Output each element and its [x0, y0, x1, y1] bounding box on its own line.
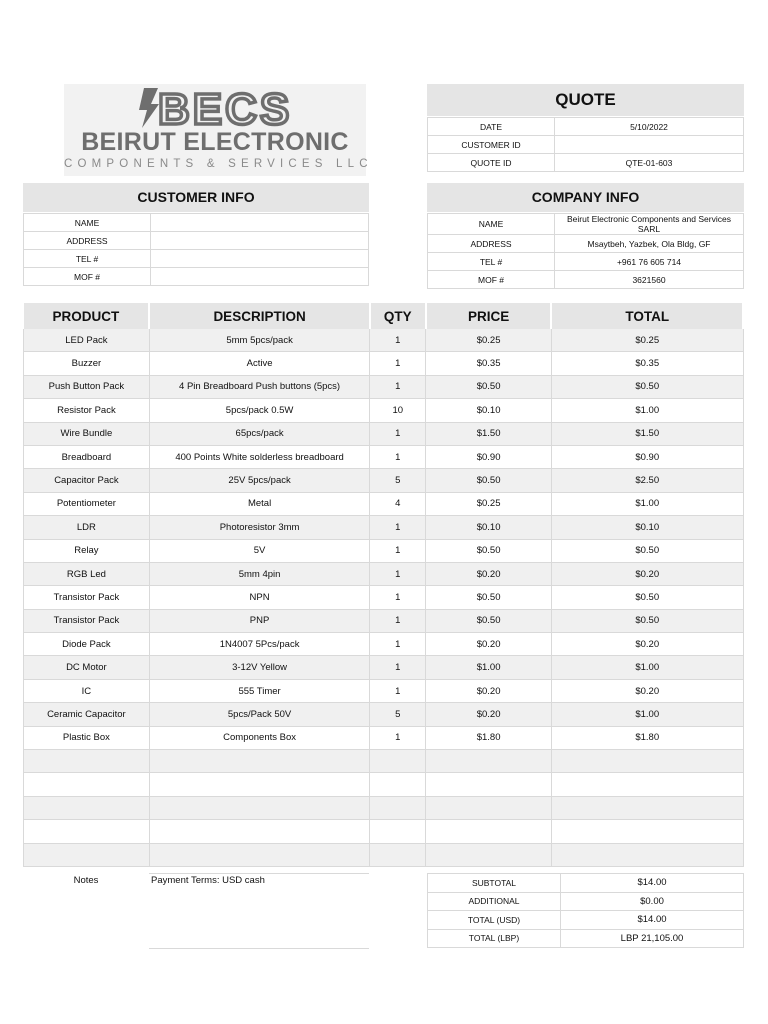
- cell-qty: [370, 796, 426, 819]
- table-row: [24, 609, 744, 632]
- cell-price: $0.90: [426, 445, 552, 468]
- cell-total: $0.10: [551, 516, 743, 539]
- cell-price: $0.50: [426, 469, 552, 492]
- cell-description: Active: [149, 352, 370, 375]
- cell-price: $0.50: [426, 539, 552, 562]
- customer-info-row-label: TEL #: [24, 250, 151, 268]
- quote-title: QUOTE: [427, 84, 744, 116]
- cell-description: 5pcs/pack 0.5W: [149, 399, 370, 422]
- totals-row-value: $0.00: [561, 892, 744, 911]
- cell-product: Plastic Box: [24, 726, 150, 749]
- table-row: [24, 796, 744, 819]
- cell-qty: 1: [370, 375, 426, 398]
- cell-total: $2.50: [551, 469, 743, 492]
- totals-row: [428, 929, 744, 948]
- customer-info-row-label: MOF #: [24, 268, 151, 286]
- cell-price: [426, 796, 552, 819]
- logo-mark-text: BECS: [158, 86, 293, 130]
- cell-price: $0.20: [426, 679, 552, 702]
- cell-product: [24, 843, 150, 866]
- customer-info-table: [23, 213, 369, 286]
- cell-total: $1.00: [551, 703, 743, 726]
- cell-product: [24, 820, 150, 843]
- cell-qty: 1: [370, 656, 426, 679]
- company-info-row: [428, 271, 744, 289]
- cell-product: Relay: [24, 539, 150, 562]
- cell-product: Wire Bundle: [24, 422, 150, 445]
- cell-description: Photoresistor 3mm: [149, 516, 370, 539]
- totals-row-value: $14.00: [561, 911, 744, 930]
- cell-total: $0.90: [551, 445, 743, 468]
- cell-qty: 1: [370, 445, 426, 468]
- table-row: [24, 352, 744, 375]
- cell-price: $0.20: [426, 633, 552, 656]
- cell-qty: 1: [370, 516, 426, 539]
- notes-box: [149, 873, 369, 949]
- cell-total: $1.00: [551, 492, 743, 515]
- totals-row-label: ADDITIONAL: [428, 892, 561, 911]
- cell-total: $0.20: [551, 562, 743, 585]
- company-info-row-label: TEL #: [428, 253, 555, 271]
- totals-row-label: SUBTOTAL: [428, 874, 561, 893]
- cell-description: [149, 750, 370, 773]
- cell-product: [24, 750, 150, 773]
- cell-total: [551, 773, 743, 796]
- company-logo: [64, 84, 373, 176]
- customer-info-title: CUSTOMER INFO: [23, 183, 369, 212]
- cell-product: Push Button Pack: [24, 375, 150, 398]
- table-row: [24, 750, 744, 773]
- lightning-bolt-icon: [139, 88, 159, 128]
- cell-total: $0.20: [551, 679, 743, 702]
- customer-info-row: [24, 250, 369, 268]
- cell-description: 555 Timer: [149, 679, 370, 702]
- cell-price: $0.50: [426, 375, 552, 398]
- customer-info-row: [24, 268, 369, 286]
- totals-row-label: TOTAL (LBP): [428, 929, 561, 948]
- cell-product: Ceramic Capacitor: [24, 703, 150, 726]
- quote-row: [428, 136, 744, 154]
- cell-price: [426, 750, 552, 773]
- cell-total: $0.50: [551, 539, 743, 562]
- logo-tagline: COMPONENTS & SERVICES LLC: [64, 158, 373, 170]
- totals-row: [428, 892, 744, 911]
- table-row: [24, 820, 744, 843]
- company-info-row-value: Beirut Electronic Components and Services SARL: [555, 214, 744, 235]
- table-row: [24, 445, 744, 468]
- table-row: [24, 399, 744, 422]
- table-row: [24, 726, 744, 749]
- cell-product: Potentiometer: [24, 492, 150, 515]
- table-row: [24, 539, 744, 562]
- table-row: [24, 516, 744, 539]
- quote-row-value: [555, 136, 744, 154]
- company-info-row-value: Msaytbeh, Yazbek, Ola Bldg, GF: [555, 235, 744, 253]
- cell-product: Transistor Pack: [24, 586, 150, 609]
- cell-price: $0.20: [426, 703, 552, 726]
- customer-info-row-label: ADDRESS: [24, 232, 151, 250]
- table-row: [24, 773, 744, 796]
- cell-qty: 4: [370, 492, 426, 515]
- cell-price: $0.10: [426, 516, 552, 539]
- customer-info-row: [24, 214, 369, 232]
- cell-description: [149, 820, 370, 843]
- company-info-title: COMPANY INFO: [427, 183, 744, 212]
- cell-product: LDR: [24, 516, 150, 539]
- table-row: [24, 703, 744, 726]
- cell-total: [551, 843, 743, 866]
- cell-total: $0.50: [551, 586, 743, 609]
- cell-price: $0.35: [426, 352, 552, 375]
- table-row: [24, 586, 744, 609]
- cell-description: [149, 796, 370, 819]
- cell-qty: 1: [370, 562, 426, 585]
- cell-product: LED Pack: [24, 329, 150, 352]
- cell-qty: 1: [370, 633, 426, 656]
- table-row: [24, 656, 744, 679]
- totals-row: [428, 911, 744, 930]
- company-info-table: [427, 213, 744, 289]
- cell-product: Capacitor Pack: [24, 469, 150, 492]
- cell-description: 4 Pin Breadboard Push buttons (5pcs): [149, 375, 370, 398]
- header-product: PRODUCT: [24, 303, 150, 329]
- quote-row-label: QUOTE ID: [428, 154, 555, 172]
- table-row: [24, 562, 744, 585]
- table-row: [24, 329, 744, 352]
- cell-price: $0.25: [426, 492, 552, 515]
- cell-total: $1.50: [551, 422, 743, 445]
- cell-qty: [370, 820, 426, 843]
- cell-qty: 1: [370, 329, 426, 352]
- company-info-row-label: ADDRESS: [428, 235, 555, 253]
- cell-qty: 5: [370, 469, 426, 492]
- cell-description: [149, 773, 370, 796]
- company-info-row: [428, 253, 744, 271]
- quote-row-value: QTE-01-603: [555, 154, 744, 172]
- quote-row-value: 5/10/2022: [555, 118, 744, 136]
- cell-total: $1.00: [551, 399, 743, 422]
- cell-description: 400 Points White solderless breadboard: [149, 445, 370, 468]
- cell-price: [426, 773, 552, 796]
- customer-info-row-value: [151, 232, 369, 250]
- quote-row-label: DATE: [428, 118, 555, 136]
- cell-product: RGB Led: [24, 562, 150, 585]
- customer-info-row-value: [151, 250, 369, 268]
- table-row: [24, 843, 744, 866]
- totals-table: [427, 873, 744, 948]
- cell-price: $0.50: [426, 609, 552, 632]
- cell-price: $1.50: [426, 422, 552, 445]
- customer-info-row-value: [151, 268, 369, 286]
- cell-description: 5mm 4pin: [149, 562, 370, 585]
- cell-product: IC: [24, 679, 150, 702]
- table-row: [24, 469, 744, 492]
- header-total: TOTAL: [551, 303, 743, 329]
- cell-price: $0.25: [426, 329, 552, 352]
- cell-description: 3-12V Yellow: [149, 656, 370, 679]
- company-info-row-value: 3621560: [555, 271, 744, 289]
- header-description: DESCRIPTION: [149, 303, 370, 329]
- cell-description: Components Box: [149, 726, 370, 749]
- notes-label: Notes: [73, 875, 99, 886]
- customer-info-row: [24, 232, 369, 250]
- cell-qty: 1: [370, 352, 426, 375]
- cell-product: Resistor Pack: [24, 399, 150, 422]
- cell-price: [426, 843, 552, 866]
- company-info-row-value: +961 76 605 714: [555, 253, 744, 271]
- totals-row-label: TOTAL (USD): [428, 911, 561, 930]
- cell-qty: 1: [370, 539, 426, 562]
- header-qty: QTY: [370, 303, 426, 329]
- logo-company-name: BEIRUT ELECTRONIC: [81, 128, 349, 156]
- cell-qty: 10: [370, 399, 426, 422]
- cell-price: $0.50: [426, 586, 552, 609]
- cell-description: 65pcs/pack: [149, 422, 370, 445]
- cell-qty: 1: [370, 726, 426, 749]
- cell-total: $1.00: [551, 656, 743, 679]
- table-row: [24, 375, 744, 398]
- cell-price: [426, 820, 552, 843]
- cell-total: $1.80: [551, 726, 743, 749]
- cell-price: $1.80: [426, 726, 552, 749]
- notes-text: Payment Terms: USD cash: [151, 875, 265, 886]
- quote-row: [428, 154, 744, 172]
- header-price: PRICE: [426, 303, 552, 329]
- customer-info-row-label: NAME: [24, 214, 151, 232]
- cell-product: Transistor Pack: [24, 609, 150, 632]
- cell-qty: 1: [370, 422, 426, 445]
- cell-description: 5pcs/Pack 50V: [149, 703, 370, 726]
- cell-description: PNP: [149, 609, 370, 632]
- table-row: [24, 633, 744, 656]
- cell-description: NPN: [149, 586, 370, 609]
- table-row: [24, 492, 744, 515]
- cell-product: [24, 773, 150, 796]
- cell-description: 1N4007 5Pcs/pack: [149, 633, 370, 656]
- cell-total: $0.35: [551, 352, 743, 375]
- cell-product: [24, 796, 150, 819]
- cell-qty: 5: [370, 703, 426, 726]
- cell-product: Breadboard: [24, 445, 150, 468]
- cell-qty: [370, 773, 426, 796]
- becs-logo-mark: [134, 86, 300, 130]
- quote-row: [428, 118, 744, 136]
- totals-row-value: $14.00: [561, 874, 744, 893]
- cell-product: DC Motor: [24, 656, 150, 679]
- cell-price: $0.20: [426, 562, 552, 585]
- cell-qty: [370, 843, 426, 866]
- company-info-row-label: MOF #: [428, 271, 555, 289]
- company-info-row: [428, 235, 744, 253]
- table-row: [24, 679, 744, 702]
- cell-total: $0.20: [551, 633, 743, 656]
- table-row: [24, 422, 744, 445]
- items-table: [23, 303, 744, 867]
- quote-details-table: [427, 117, 744, 172]
- cell-description: 5V: [149, 539, 370, 562]
- totals-row-value: LBP 21,105.00: [561, 929, 744, 948]
- cell-total: $0.25: [551, 329, 743, 352]
- cell-price: $1.00: [426, 656, 552, 679]
- cell-total: $0.50: [551, 375, 743, 398]
- customer-info-row-value: [151, 214, 369, 232]
- cell-total: [551, 796, 743, 819]
- cell-description: Metal: [149, 492, 370, 515]
- cell-price: $0.10: [426, 399, 552, 422]
- cell-product: Diode Pack: [24, 633, 150, 656]
- company-info-row: [428, 214, 744, 235]
- company-info-row-label: NAME: [428, 214, 555, 235]
- cell-total: [551, 750, 743, 773]
- cell-description: 25V 5pcs/pack: [149, 469, 370, 492]
- cell-qty: 1: [370, 609, 426, 632]
- cell-description: [149, 843, 370, 866]
- cell-product: Buzzer: [24, 352, 150, 375]
- totals-row: [428, 874, 744, 893]
- cell-total: [551, 820, 743, 843]
- cell-qty: [370, 750, 426, 773]
- cell-total: $0.50: [551, 609, 743, 632]
- cell-qty: 1: [370, 679, 426, 702]
- cell-description: 5mm 5pcs/pack: [149, 329, 370, 352]
- cell-qty: 1: [370, 586, 426, 609]
- quote-row-label: CUSTOMER ID: [428, 136, 555, 154]
